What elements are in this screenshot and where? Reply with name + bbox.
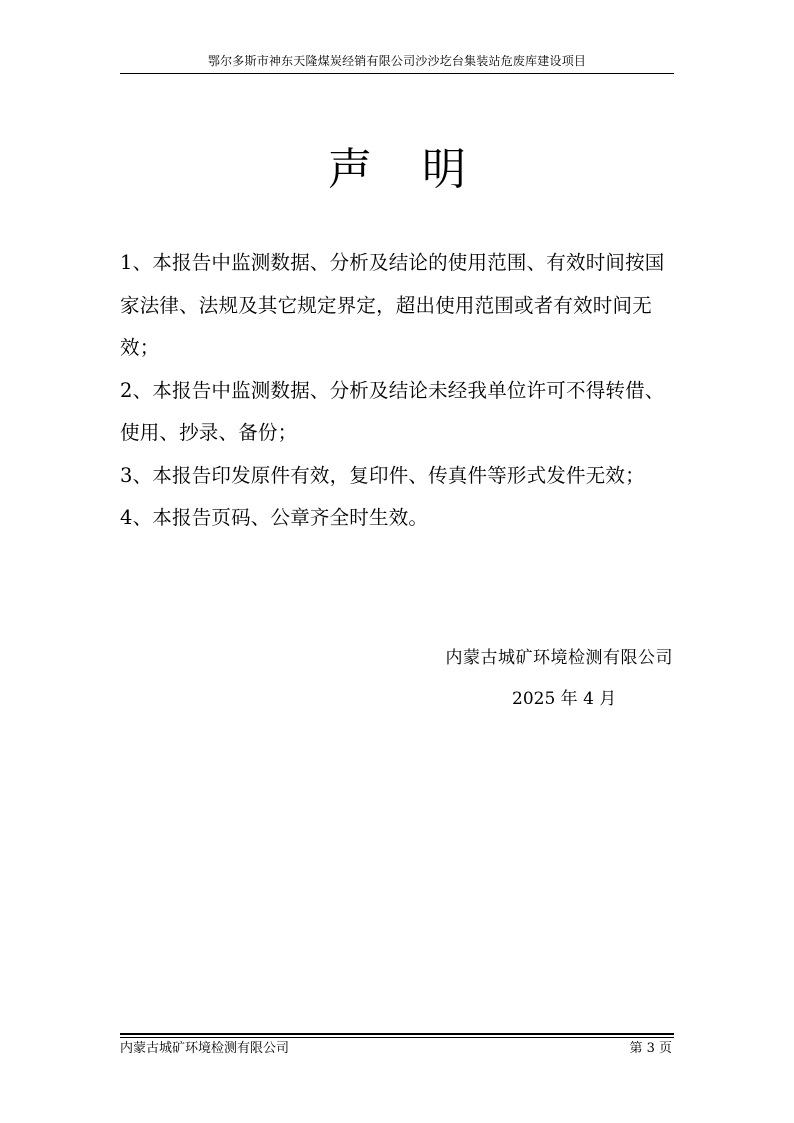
statement-item: 3、本报告印发原件有效，复印件、传真件等形式发件无效； xyxy=(120,463,645,487)
statement-item: 1、本报告中监测数据、分析及结论的使用范围、有效时间按国家法律、法规及其它规定界定，超出使用范围或者有效时间无效； xyxy=(120,251,665,359)
statement-item: 4、本报告页码、公章齐全时生效。 xyxy=(120,506,429,529)
footer-divider-thin xyxy=(120,1037,674,1038)
statement-list xyxy=(120,242,676,540)
header-divider xyxy=(120,73,674,74)
footer-divider-thick xyxy=(120,1033,674,1035)
header-project-title: 鄂尔多斯市神东天隆煤炭经销有限公司沙沙圪台集装站危废库建设项目 xyxy=(207,54,587,68)
issue-date: 2025 年 4 月 xyxy=(512,689,617,709)
footer-company-name: 内蒙古城矿环境检测有限公司 xyxy=(120,1041,290,1056)
footer-page-number: 第 3 页 xyxy=(629,1041,672,1056)
issuer-name: 内蒙古城矿环境检测有限公司 xyxy=(445,648,673,668)
document-title: 声明 xyxy=(328,144,516,195)
statement-item: 2、本报告中监测数据、分析及结论未经我单位许可不得转借、使用、抄录、备份； xyxy=(120,378,665,444)
